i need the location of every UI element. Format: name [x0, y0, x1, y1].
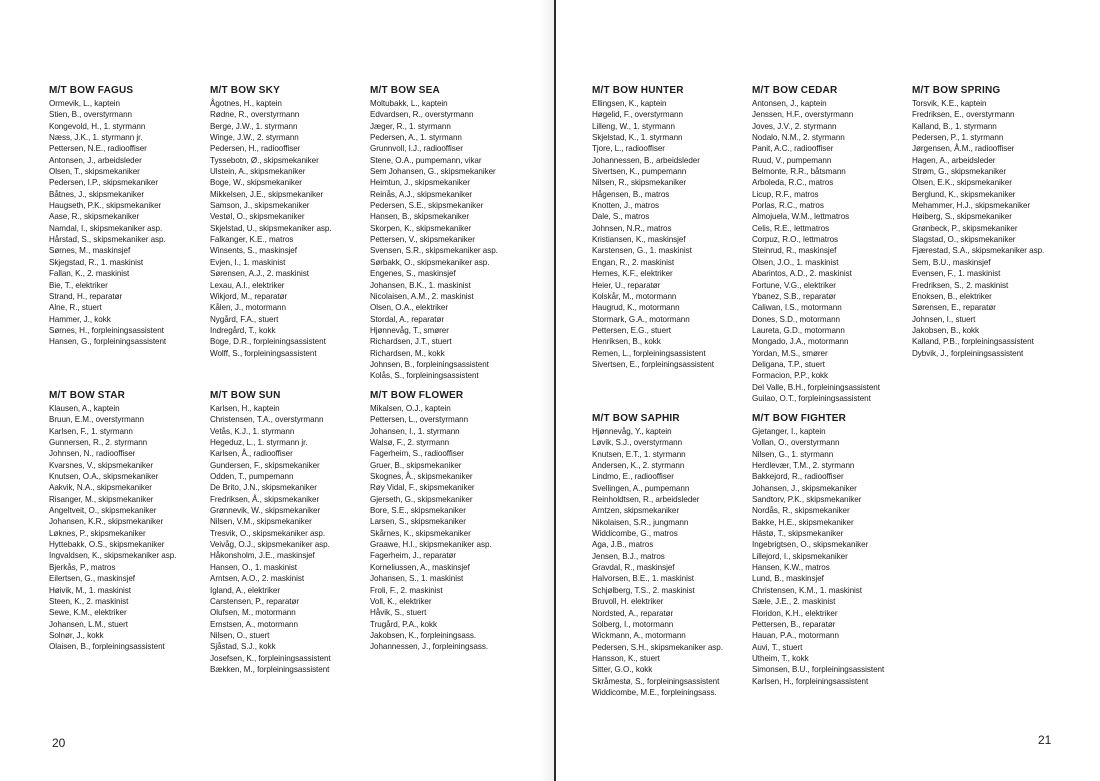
crew-member: Voll, K., elektriker	[370, 596, 432, 606]
crew-list	[912, 98, 1072, 359]
page-gutter-line	[554, 0, 556, 781]
crew-member: Johansen, L.M., stuert	[49, 619, 128, 629]
crew-member: Karlsen, H., forpleiningsassistent	[752, 676, 869, 686]
crew-member: Tyssebotn, Ø., skipsmekaniker	[210, 155, 319, 165]
crew-list	[752, 98, 912, 404]
crew-member: Solberg, I., motormann	[592, 619, 674, 629]
crew-member: Remen, L., forpleiningsassistent	[592, 348, 706, 358]
crew-member: Belmonte, R.R., båtsmann	[752, 167, 846, 177]
crew-member: Gjerseth, G., skipsmekaniker	[370, 494, 473, 504]
crew-member: Johnsen, B., forpleiningsassistent	[370, 359, 489, 369]
crew-member: Hågensen, B., matros	[592, 189, 670, 199]
crew-member: Skårnes, K., skipsmekaniker	[370, 528, 471, 538]
crew-member: Ingvaldsen, K., skipsmekaniker asp.	[49, 551, 177, 561]
crew-member: Reinås, A.J., skipsmekaniker	[370, 189, 473, 199]
crew-member: Pettersen, B., reparatør	[752, 619, 836, 629]
ship-block-bow-sea	[370, 84, 530, 382]
crew-member: Laureta, G.D., motormann	[752, 325, 845, 335]
crew-member: Guilao, O.T., forpleiningsassistent	[752, 393, 871, 403]
crew-member: Løvik, S.J., overstyrmann	[592, 438, 683, 448]
crew-member: Johansen, S., 1. maskinist	[370, 574, 464, 584]
ship-title: M/T BOW SAPHIR	[592, 413, 680, 424]
crew-member: Moltubakk, L., kaptein	[370, 99, 448, 108]
crew-member: Josefsen, K., forpleiningsassistent	[210, 653, 331, 663]
crew-member: Antonsen, J., kaptein	[752, 99, 827, 108]
crew-member: Kolås, S., forpleiningsassistent	[370, 371, 479, 381]
crew-member: Lindmo, E., radiooffiser	[592, 472, 674, 482]
page-number-right: 21	[1038, 733, 1052, 747]
crew-member: Vestøl, O., skipsmekaniker	[210, 212, 305, 222]
crew-member: Hansson, K., stuert	[592, 653, 660, 663]
crew-member: Knutsen, E.T., 1. styrmann	[592, 449, 686, 459]
crew-member: Tjore, L., radiooffiser	[592, 144, 665, 154]
crew-member: Winsents, S., maskinsjef	[210, 246, 297, 256]
crew-member: Rødne, R., overstyrmann	[210, 110, 300, 120]
crew-member: Arntsen, A.O., 2. maskinist	[210, 574, 305, 584]
crew-member: Johnsen, N., radiooffiser	[49, 449, 136, 459]
crew-member: Sørbakk, O., skipsmekaniker asp.	[370, 257, 490, 267]
crew-member: Lilleng, W., 1. styrmann	[592, 121, 675, 131]
crew-member: Veivåg, O.J., skipsmekaniker asp.	[210, 540, 330, 550]
crew-member: Heimtun, J., skipsmekaniker	[370, 178, 470, 188]
crew-member: Torsvik, K.E., kaptein	[912, 99, 987, 108]
crew-member: Henriksen, B., kokk	[592, 337, 661, 347]
crew-member: Del Valle, B.H., forpleiningsassistent	[752, 382, 880, 392]
crew-member: Kalland, B., 1. styrmann	[912, 121, 997, 131]
crew-member: Celis, R.E., lettmatros	[752, 223, 830, 233]
crew-member: Høgelid, F., overstyrmann	[592, 110, 683, 120]
crew-member: Bore, S.E., skipsmekaniker	[370, 506, 466, 516]
crew-member: Stordal, A., reparatør	[370, 314, 445, 324]
crew-member: Hammer, J., kokk	[49, 314, 111, 324]
crew-list	[49, 403, 209, 653]
crew-member: Olsen, J.O., 1. maskinist	[752, 257, 839, 267]
crew-member: Slagstad, O., skipsmekaniker	[912, 235, 1016, 245]
crew-member: Olsen, E.K., skipsmekaniker	[912, 178, 1012, 188]
page-gutter-shadow	[540, 0, 554, 781]
crew-member: Evensen, F., 1. maskinist	[912, 269, 1001, 279]
crew-member: Skjegstad, R., 1. maskinist	[49, 257, 144, 267]
crew-member: Herdlevær, T.M., 2. styrmann	[752, 461, 855, 471]
crew-member: Sæle, J.E., 2. maskinist	[752, 597, 836, 607]
crew-list	[49, 98, 209, 348]
crew-member: Mikalsen, O.J., kaptein	[370, 404, 451, 413]
crew-member: Wikjord, M., reparatør	[210, 291, 288, 301]
crew-member: Odden, T., pumpemann	[210, 472, 294, 482]
ship-block-bow-spring	[912, 84, 1072, 359]
crew-member: Haugrud, K., motormann	[592, 303, 680, 313]
crew-member: Korneliussen, A., maskinsjef	[370, 562, 470, 572]
crew-member: Graawe, H.I., skipsmekaniker asp.	[370, 540, 492, 550]
crew-member: Alne, R., stuert	[49, 303, 102, 313]
crew-member: Grønnevik, W., skipsmekaniker	[210, 506, 321, 516]
crew-list	[210, 98, 370, 359]
crew-member: Gruer, B., skipsmekaniker	[370, 460, 462, 470]
crew-member: Sivertsen, K., pumpemann	[592, 167, 687, 177]
crew-member: Svensen, S.R., skipsmekaniker asp.	[370, 246, 498, 256]
crew-member: Pedersen, A., 1. styrmann	[370, 133, 462, 143]
crew-member: Jakobsen, K., forpleiningsass.	[370, 630, 477, 640]
crew-member: Hansen, B., skipsmekaniker	[370, 212, 470, 222]
crew-member: Licup, R.F., matros	[752, 189, 819, 199]
crew-member: Karlsen, Å., radiooffiser	[210, 449, 293, 459]
crew-member: Dybvik, J., forpleiningsassistent	[912, 348, 1024, 358]
crew-member: Hagen, A., arbeidsleder	[912, 155, 996, 165]
crew-member: Nordås, R., skipsmekaniker	[752, 506, 850, 516]
crew-member: Joves, J.V., 2. styrmann	[752, 121, 837, 131]
crew-member: Steinrud, R., maskinsjef	[752, 246, 837, 256]
ship-title: M/T BOW FAGUS	[49, 85, 134, 96]
crew-member: Fjærestad, S.A., skipsmekaniker asp.	[912, 246, 1045, 256]
crew-member: Halvorsen, B.E., 1. maskinist	[592, 574, 695, 584]
ship-title: M/T BOW STAR	[49, 390, 126, 401]
crew-member: Grunnvoll, I.J., radiooffiser	[370, 144, 463, 154]
ship-title: M/T BOW FIGHTER	[752, 413, 847, 424]
ship-title: M/T BOW FLOWER	[370, 390, 464, 401]
crew-member: Jenssen, H.F., overstyrmann	[752, 110, 854, 120]
crew-member: Olufsen, M., motormann	[210, 608, 296, 618]
crew-member: Froli, F., 2. maskinist	[370, 585, 443, 595]
crew-member: Trugård, P.A., kokk	[370, 619, 437, 629]
crew-member: Sjåstad, S.J., kokk	[210, 642, 276, 652]
crew-member: Knutsen, O.A., skipsmekaniker	[49, 472, 159, 482]
ship-block-bow-fighter	[752, 412, 912, 687]
crew-member: Igland, A., elektriker	[210, 585, 280, 595]
crew-member: Johnsen, N.R., matros	[592, 223, 672, 233]
crew-member: Auvi, T., stuert	[752, 642, 803, 652]
crew-member: Simonsen, B.U., forpleiningsassistent	[752, 665, 885, 675]
crew-member: Richardsen, J.T., stuert	[370, 337, 452, 347]
crew-member: Floridon, K.H., elektriker	[752, 608, 838, 618]
crew-member: Pedersen, S.E., skipsmekaniker	[370, 201, 484, 211]
crew-member: Høiberg, S., skipsmekaniker	[912, 212, 1012, 222]
crew-member: Fredriksen, S., 2. maskinist	[912, 280, 1009, 290]
crew-member: Hästø, T., skipsmekaniker	[752, 529, 844, 539]
crew-member: Skognes, Å., skipsmekaniker	[370, 472, 473, 482]
crew-member: Pettersen, E.G., stuert	[592, 325, 671, 335]
crew-list	[752, 426, 912, 687]
crew-member: Løknes, P., skipsmekaniker	[49, 528, 146, 538]
crew-member: Fallan, K., 2. maskinist	[49, 269, 130, 279]
crew-member: Pedersen, I.P., skipsmekaniker	[49, 178, 159, 188]
crew-member: Nilsen, G., 1. styrmann	[752, 449, 834, 459]
ship-block-bow-hunter	[592, 84, 752, 370]
crew-member: Nygård, F.A., stuert	[210, 314, 279, 324]
crew-member: Svellingen, A., pumpemann	[592, 483, 690, 493]
ship-title: M/T BOW SEA	[370, 85, 440, 96]
crew-member: Jensen, B.J., matros	[592, 551, 665, 561]
crew-member: Næss, J.K., 1. styrmann jr.	[49, 133, 143, 143]
ship-block-bow-flower	[370, 389, 530, 653]
crew-member: Hårstad, S., skipsmekaniker asp.	[49, 235, 166, 245]
crew-member: Walsø, F., 2. styrmann	[370, 438, 450, 448]
crew-member: Aakvik, N.A., skipsmekaniker	[49, 483, 152, 493]
crew-member: Johannessen, B., arbeidsleder	[592, 155, 700, 165]
crew-member: Lund, B., maskinsjef	[752, 574, 824, 584]
crew-member: Olsen, O.A., elektriker	[370, 303, 449, 313]
crew-member: Nikolaisen, S.R., jungmann	[592, 517, 689, 527]
crew-member: Kvarsnes, V., skipsmekaniker	[49, 460, 154, 470]
crew-member: Risanger, M., skipsmekaniker	[49, 494, 154, 504]
crew-member: Arboleda, R.C., matros	[752, 178, 834, 188]
crew-member: Hansen, O., 1. maskinist	[210, 562, 297, 572]
crew-member: Hegeduz, L., 1. styrmann jr.	[210, 438, 308, 448]
ship-title: M/T BOW SUN	[210, 390, 281, 401]
crew-member: Kolskår, M., motormann	[592, 291, 677, 301]
crew-member: Karstensen, G., 1. maskinist	[592, 246, 692, 256]
crew-member: Johansen, K.R., skipsmekaniker	[49, 517, 164, 527]
crew-member: Angeltveit, O., skipsmekaniker	[49, 506, 157, 516]
crew-member: Grønbeck, P., skipsmekaniker	[912, 223, 1018, 233]
crew-member: Ormevik, L., kaptein	[49, 99, 120, 108]
crew-member: Bie, T., elektriker	[49, 280, 108, 290]
crew-member: Bakke, H.E., skipsmekaniker	[752, 517, 854, 527]
crew-member: Mongado, J.A., motormann	[752, 337, 849, 347]
crew-member: Knotten, J., matros	[592, 201, 659, 211]
crew-member: Kålen, J., motormann	[210, 303, 286, 313]
crew-member: Skråmestø, S., forpleiningsassistent	[592, 676, 720, 686]
crew-member: Bækken, M., forpleiningsassistent	[210, 664, 330, 674]
crew-member: Reinholdtsen, R., arbeidsleder	[592, 495, 700, 505]
crew-member: Tresvik, O., skipsmekaniker asp.	[210, 528, 326, 538]
crew-member: Vetås, K.J., 1. styrmann	[210, 426, 295, 436]
crew-member: Sem, B.U., maskinsjef	[912, 257, 991, 267]
crew-member: Engenes, S., maskinsjef	[370, 269, 456, 279]
crew-member: Jæger, R., 1. styrmann	[370, 121, 451, 131]
crew-member: Sørensen, E., reparatør	[912, 303, 996, 313]
crew-member: Carstensen, P., reparatør	[210, 596, 300, 606]
crew-member: Aga, J.B., matros	[592, 540, 654, 550]
crew-member: Stene, O.A., pumpemann, vikar	[370, 155, 482, 165]
crew-member: Klausen, A., kaptein	[49, 404, 120, 413]
crew-member: Håvik, S., stuert	[370, 608, 427, 618]
crew-member: Sem Johansen, G., skipsmekaniker	[370, 167, 496, 177]
crew-member: Abarintos, A.D., 2. maskinist	[752, 269, 852, 279]
crew-member: Ruud, V., pumpemann	[752, 155, 832, 165]
crew-member: Johansen, J., skipsmekaniker	[752, 483, 857, 493]
crew-member: Boge, D.R., forpleiningsassistent	[210, 337, 326, 347]
ship-title: M/T BOW CEDAR	[752, 85, 838, 96]
crew-member: Kristiansen, K., maskinsjef	[592, 235, 686, 245]
crew-member: Formacion, P.P., kokk	[752, 371, 829, 381]
crew-member: Skjelstad, U., skipsmekaniker asp.	[210, 223, 332, 233]
crew-member: Stien, B., overstyrmann	[49, 110, 132, 120]
crew-member: Karlsen, F., 1. styrmann	[49, 426, 133, 436]
crew-member: Sivertsen, E., forpleiningsassistent	[592, 359, 714, 369]
crew-member: Eilertsen, G., maskinsjef	[49, 574, 136, 584]
crew-member: Kalland, P.B., forpleiningsassistent	[912, 337, 1034, 347]
crew-member: Utheim, T., kokk	[752, 653, 809, 663]
crew-member: Wickmann, A., motormann	[592, 631, 686, 641]
crew-member: Pedersen, P., 1. styrmann	[912, 133, 1004, 143]
crew-member: Fredriksen, E., overstyrmann	[912, 110, 1015, 120]
page-number-left: 20	[52, 736, 66, 750]
ship-title: M/T BOW SPRING	[912, 85, 1001, 96]
crew-member: Karlsen, H., kaptein	[210, 404, 280, 413]
crew-member: Richardsen, M., kokk	[370, 348, 445, 358]
crew-member: Sørensen, A.J., 2. maskinist	[210, 269, 309, 279]
crew-member: Haugseth, P.K., skipsmekaniker	[49, 201, 162, 211]
crew-member: Edvardsen, R., overstyrmann	[370, 110, 474, 120]
ship-title: M/T BOW HUNTER	[592, 85, 684, 96]
crew-member: Aase, R., skipsmekaniker	[49, 212, 140, 222]
crew-member: Larsen, S., skipsmekaniker	[370, 517, 466, 527]
crew-member: Steen, K., 2. maskinist	[49, 596, 129, 606]
crew-list	[592, 426, 752, 698]
crew-member: Hyttebakk, O.S., skipsmekaniker	[49, 540, 165, 550]
crew-member: Almojuela, W.M., lettmatros	[752, 212, 850, 222]
crew-member: Nilsen, R., skipsmekaniker	[592, 178, 687, 188]
crew-member: Heier, U., reparatør	[592, 280, 661, 290]
crew-member: Yordan, M.S., smører	[752, 348, 828, 358]
crew-member: Bruun, E.M., overstyrmann	[49, 415, 145, 425]
crew-member: Corpuz, R.O., lettmatros	[752, 235, 839, 245]
crew-member: Ågotnes, H., kaptein	[210, 99, 282, 108]
crew-member: Mikkelsen, J.E., skipsmekaniker	[210, 189, 324, 199]
ship-block-bow-cedar	[752, 84, 912, 404]
crew-member: Olaisen, B., forpleiningsassistent	[49, 642, 165, 652]
crew-member: Gravdal, R., maskinsjef	[592, 563, 675, 573]
crew-member: Nodalo, N.M., 2. styrmann	[752, 133, 845, 143]
crew-member: Christensen, K.M., 1. maskinist	[752, 585, 863, 595]
crew-member: Johnsen, I., stuert	[912, 314, 976, 324]
crew-member: Lillejord, I., skipsmekaniker	[752, 551, 848, 561]
crew-member: Winge, J.W., 2. styrmann	[210, 133, 299, 143]
crew-member: Lexau, A.I., elektriker	[210, 280, 285, 290]
crew-member: Skorpen, K., skipsmekaniker	[370, 223, 472, 233]
crew-member: Hjønnevåg, Y., kaptein	[592, 427, 672, 436]
crew-member: Engan, R., 2. maskinist	[592, 257, 675, 267]
crew-member: Pedersen, S.H., skipsmekaniker asp.	[592, 642, 723, 652]
crew-member: Johansen, I., 1. styrmann	[370, 426, 460, 436]
crew-member: Håkonsholm, J.E., maskinsjef	[210, 551, 315, 561]
crew-member: Hansen, G., forpleiningsassistent	[49, 337, 167, 347]
crew-member: Høivik, M., 1. maskinist	[49, 585, 131, 595]
crew-member: Berglund, K., skipsmekaniker	[912, 189, 1016, 199]
crew-member: Hernes, K.F., elektriker	[592, 269, 673, 279]
crew-member: Caliwan, I.S., motormann	[752, 303, 842, 313]
crew-member: Skjelstad, K., 1. styrmann	[592, 133, 683, 143]
crew-member: Nordsted, A., reparatør	[592, 608, 674, 618]
crew-member: Sørnes, M., maskinsjef	[49, 246, 131, 256]
crew-member: Sandtorv, P.K., skipsmekaniker	[752, 495, 862, 505]
crew-member: Olsen, T., skipsmekaniker	[49, 167, 140, 177]
crew-member: Namdal, I., skipsmekaniker asp.	[49, 223, 163, 233]
crew-member: Widdicombe, M.E., forpleiningsass.	[592, 687, 717, 697]
crew-member: Hauan, P.A., motormann	[752, 631, 839, 641]
crew-member: Båtnes, J., skipsmekaniker	[49, 189, 144, 199]
crew-member: Ellingsen, K., kaptein	[592, 99, 667, 108]
crew-member: Ingebrigtsen, O., skipsmekaniker	[752, 540, 869, 550]
crew-list	[370, 403, 530, 653]
crew-member: Strøm, G., skipsmekaniker	[912, 167, 1007, 177]
crew-member: Stormark, G.A., motormann	[592, 314, 690, 324]
ship-block-bow-sun	[210, 389, 370, 675]
crew-member: Hansen, K.W., matros	[752, 563, 830, 573]
crew-member: Arntzen, skipsmekaniker	[592, 506, 680, 516]
crew-list	[370, 98, 530, 382]
crew-member: Gunnersen, R., 2. styrmann	[49, 438, 148, 448]
crew-member: Sitter, G.O., kokk	[592, 665, 653, 675]
crew-member: Berge, J.W., 1. styrmann	[210, 121, 298, 131]
crew-member: Boge, W., skipsmekaniker	[210, 178, 302, 188]
crew-member: Widdicombe, G., matros	[592, 529, 678, 539]
crew-member: Ulstein, A., skipsmekaniker	[210, 167, 306, 177]
crew-member: Falkanger, K.E., matros	[210, 235, 294, 245]
crew-member: Jørgensen, Å.M., radiooffiser	[912, 144, 1015, 154]
crew-member: Mehammer, H.J., skipsmekaniker	[912, 201, 1031, 211]
crew-member: Antonsen, J., arbeidsleder	[49, 155, 142, 165]
crew-member: Dale, S., matros	[592, 212, 650, 222]
crew-member: Røy Vidal, F., skipsmekaniker	[370, 483, 475, 493]
ship-block-bow-sky	[210, 84, 370, 359]
crew-member: Indregård, T., kokk	[210, 325, 276, 335]
crew-member: Strand, H., reparatør	[49, 291, 123, 301]
crew-member: Deligana, T.P., stuert	[752, 359, 825, 369]
crew-member: Sewe, K.M., elektriker	[49, 608, 127, 618]
crew-list	[210, 403, 370, 675]
crew-member: Johannessen, J., forpleiningsass.	[370, 642, 489, 652]
crew-list	[592, 98, 752, 370]
crew-member: Pettersen, N.E., radiooffiser	[49, 144, 147, 154]
crew-member: Bjerkås, P., matros	[49, 562, 116, 572]
ship-block-bow-saphir	[592, 412, 752, 698]
crew-member: Nilsen, V.M., skipsmekaniker	[210, 517, 312, 527]
ship-block-bow-star	[49, 389, 209, 653]
crew-member: Evjen, I., 1. maskinist	[210, 257, 286, 267]
crew-member: Hjønnevåg, T., smører	[370, 325, 449, 335]
ship-title: M/T BOW SKY	[210, 85, 280, 96]
crew-member: Enoksen, B., elektriker	[912, 291, 992, 301]
crew-member: Ernstsen, A., motormann	[210, 619, 298, 629]
crew-member: Ybanez, S.B., reparatør	[752, 291, 836, 301]
crew-member: Pettersen, V., skipsmekaniker	[370, 235, 475, 245]
crew-member: Kongevold, H., 1. styrmann	[49, 121, 146, 131]
crew-member: Wolff, S., forpleiningsassistent	[210, 348, 317, 358]
crew-member: Bruvoll, H. elektriker	[592, 597, 664, 607]
crew-member: Gundersen, F., skipsmekaniker	[210, 460, 320, 470]
crew-member: Dones, S.D., motormann	[752, 314, 840, 324]
crew-member: Panit, A.C., radiooffiser	[752, 144, 834, 154]
crew-member: Andersen, K., 2. styrmann	[592, 461, 685, 471]
crew-member: De Brito, J.N., skipsmekaniker	[210, 483, 317, 493]
crew-member: Fredriksen, Å., skipsmekaniker	[210, 494, 320, 504]
ship-block-bow-fagus	[49, 84, 209, 348]
crew-member: Sørnes, H., forpleiningsassistent	[49, 325, 164, 335]
crew-member: Solnør, J., kokk	[49, 630, 104, 640]
crew-member: Nicolaisen, A.M., 2. maskinist	[370, 291, 474, 301]
crew-member: Fortune, V.G., elektriker	[752, 280, 836, 290]
crew-member: Schjølberg, T.S., 2. maskinist	[592, 585, 695, 595]
crew-member: Fagerheim, J., reparatør	[370, 551, 457, 561]
crew-member: Christensen, T.A., overstyrmann	[210, 415, 324, 425]
crew-member: Jakobsen, B., kokk	[912, 325, 980, 335]
crew-member: Johansen, B.K., 1. maskinist	[370, 280, 471, 290]
crew-member: Bakkejord, R., radiooffiser	[752, 472, 844, 482]
crew-member: Porlas, R.C., matros	[752, 201, 824, 211]
crew-member: Pettersen, L., overstyrmann	[370, 415, 469, 425]
crew-member: Vollan, O., overstyrmann	[752, 438, 840, 448]
crew-member: Pedersen, H., radiooffiser	[210, 144, 301, 154]
crew-member: Gjetanger, I., kaptein	[752, 427, 826, 436]
crew-member: Fagerheim, S., radiooffiser	[370, 449, 464, 459]
crew-member: Samson, J., skipsmekaniker	[210, 201, 310, 211]
crew-member: Nilsen, O., stuert	[210, 630, 270, 640]
